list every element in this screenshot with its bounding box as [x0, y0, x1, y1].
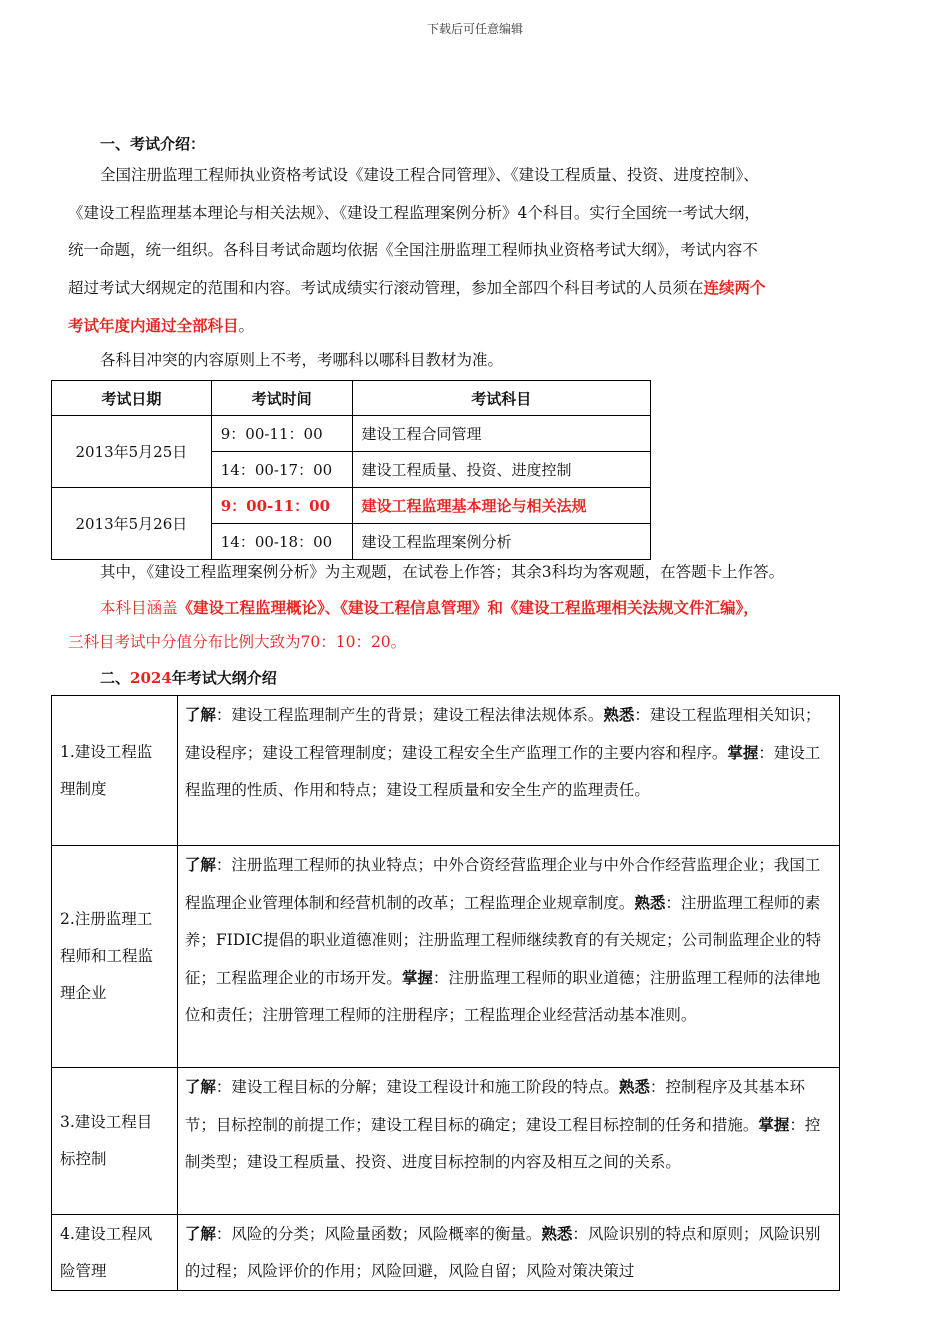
schedule-subject: 建设工程合同管理 — [352, 416, 650, 452]
intro-line4-highlight: 连续两个 — [703, 278, 766, 297]
outline-topic: 2.注册监理工 程师和工程监 理企业 — [52, 846, 178, 1068]
note-ratio: 三科目考试中分值分布比例大致为70：10：20。 — [68, 633, 407, 651]
note-coverage-books: 《建设工程监理概论》、《建设工程信息管理》和《建设工程监理相关法规文件汇编》， — [177, 598, 759, 617]
note-coverage-prefix: 本科目涵盖 — [100, 599, 178, 617]
intro-line1: 全国注册监理工程师执业资格考试设《建设工程合同管理》、《建设工程质量、投资、进度控制》、 — [100, 166, 759, 184]
schedule-header-time: 考试时间 — [211, 381, 352, 416]
intro-line5-end: 。 — [238, 317, 255, 335]
outline-content: 了解：风险的分类；风险量函数；风险概率的衡量。熟悉：风险识别的特点和原则；风险识别的过程；风险评价的作用；风险回避，风险自留；风险对策决策过 — [177, 1215, 839, 1291]
table-row — [52, 1068, 840, 1215]
schedule-time-highlight: 9：00-11：00 — [211, 488, 352, 524]
section2-title-year: 2024 — [130, 669, 172, 687]
section2-title-prefix: 二、 — [100, 669, 131, 687]
intro-line5-highlight: 考试年度内通过全部科目 — [68, 316, 239, 335]
outline-content: 了解：注册监理工程师的执业特点；中外合资经营监理企业与中外合作经营监理企业；我国工程监理企业管理体制和经营机制的改革；工程监理企业规章制度。熟悉：注册监理工程师的素养；FIDIC提倡的职业道德准则；注册监理工程师继续教育的有关规定；公司制监理企业的特征；工程监理企业的市场开发。掌握：注册监理工程师的职业道德；注册监理工程师的法律地位和责任；注册管理工程师的注册程序；工程监理企业经营活动基本准则。 — [177, 846, 839, 1068]
schedule-header-date: 考试日期 — [52, 381, 212, 416]
schedule-subject: 建设工程质量、投资、进度控制 — [352, 452, 650, 488]
outline-content: 了解：建设工程目标的分解；建设工程设计和施工阶段的特点。熟悉：控制程序及其基本环节；目标控制的前提工作；建设工程目标的确定；建设工程目标控制的任务和措施。掌握：控制类型；建设工程质量、投资、进度目标控制的内容及相互之间的关系。 — [177, 1068, 839, 1215]
intro-line5 — [68, 307, 254, 345]
intro-line4-text: 超过考试大纲规定的范围和内容。考试成绩实行滚动管理，参加全部四个科目考试的人员须在 — [68, 279, 704, 297]
outline-topic: 4.建设工程风 险管理 — [52, 1215, 178, 1291]
conflict-rule: 各科目冲突的内容原则上不考，考哪科以哪科目教材为准。 — [100, 351, 504, 369]
schedule-subject-highlight: 建设工程监理基本理论与相关法规 — [352, 488, 650, 524]
table-row — [52, 1215, 840, 1291]
outline-topic: 3.建设工程目 标控制 — [52, 1068, 178, 1215]
schedule-time: 9：00-11：00 — [211, 416, 352, 452]
note-answer-format: 其中，《建设工程监理案例分析》为主观题，在试卷上作答；其余3科均为客观题，在答题卡上作答。 — [100, 563, 785, 581]
schedule-time: 14：00-17：00 — [211, 452, 352, 488]
schedule-time: 14：00-18：00 — [211, 524, 352, 560]
table-row — [52, 696, 840, 846]
schedule-header-subject: 考试科目 — [352, 381, 650, 416]
schedule-day2: 2013年5月26日 — [52, 488, 212, 560]
note-coverage — [100, 589, 759, 627]
schedule-subject: 建设工程监理案例分析 — [352, 524, 650, 560]
page-header: 下载后可任意编辑 — [426, 22, 523, 36]
outline-topic: 1.建设工程监 理制度 — [52, 696, 178, 846]
section2-title — [100, 667, 277, 688]
exam-outline-table — [51, 695, 840, 1291]
table-row — [52, 846, 840, 1068]
schedule-day1: 2013年5月25日 — [52, 416, 212, 488]
intro-line4 — [68, 269, 766, 307]
intro-line2: 《建设工程监理基本理论与相关法规》、《建设工程监理案例分析》4个科目。实行全国统一考试大纲， — [68, 204, 760, 222]
section2-title-suffix: 年考试大纲介绍 — [171, 669, 277, 687]
outline-content: 了解：建设工程监理制产生的背景；建设工程法律法规体系。熟悉：建设工程监理相关知识；建设程序；建设工程管理制度；建设工程安全生产监理工作的主要内容和程序。掌握：建设工程监理的性质、作用和特点；建设工程质量和安全生产的监理责任。 — [177, 696, 839, 846]
intro-line3: 统一命题，统一组织。各科目考试命题均依据《全国注册监理工程师执业资格考试大纲》，考试内容不 — [68, 241, 758, 259]
section1-title: 一、考试介绍： — [100, 135, 206, 153]
exam-schedule-table — [51, 380, 651, 560]
